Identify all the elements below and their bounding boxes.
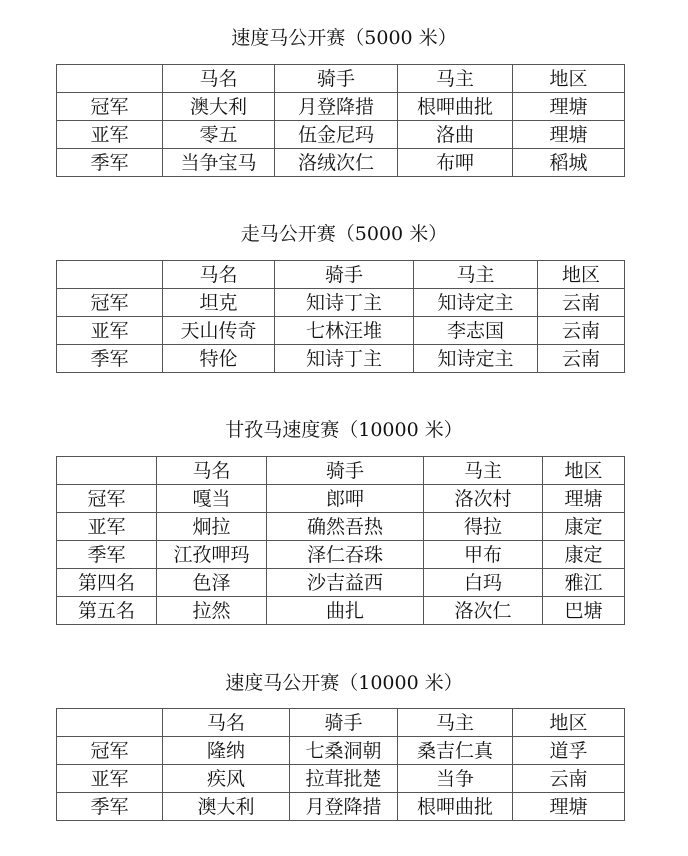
rank-cell: 冠军 [57, 289, 163, 317]
region-cell: 云南 [513, 765, 625, 793]
owner-cell: 知诗定主 [414, 289, 538, 317]
table-row [57, 485, 625, 513]
table-row [57, 345, 625, 373]
table-header-row [57, 457, 625, 485]
rider-cell: 月登降措 [275, 93, 398, 121]
owner-cell: 根呷曲批 [398, 793, 513, 821]
header-cell-rider: 骑手 [275, 65, 398, 93]
rider-cell: 拉茸批楚 [290, 765, 398, 793]
owner-cell: 当争 [398, 765, 513, 793]
header-cell-owner: 马主 [398, 65, 513, 93]
owner-cell: 桑吉仁真 [398, 737, 513, 765]
header-cell-horse: 马名 [157, 457, 267, 485]
horse-cell: 零五 [163, 121, 275, 149]
region-cell: 雅江 [543, 569, 625, 597]
region-cell: 理塘 [513, 93, 625, 121]
table-row [57, 513, 625, 541]
region-cell: 云南 [538, 345, 625, 373]
rank-cell: 季军 [57, 541, 157, 569]
owner-cell: 根呷曲批 [398, 93, 513, 121]
header-cell-region: 地区 [513, 709, 625, 737]
region-cell: 理塘 [513, 121, 625, 149]
rank-cell: 亚军 [57, 121, 163, 149]
rank-cell: 季军 [57, 149, 163, 177]
horse-cell: 疾风 [163, 765, 290, 793]
table-row [57, 541, 625, 569]
horse-cell: 嘎当 [157, 485, 267, 513]
table-row [57, 737, 625, 765]
rank-cell: 冠军 [57, 485, 157, 513]
header-cell-region: 地区 [543, 457, 625, 485]
region-cell: 理塘 [543, 485, 625, 513]
horse-cell: 当争宝马 [163, 149, 275, 177]
rank-cell: 冠军 [57, 93, 163, 121]
region-cell: 云南 [538, 317, 625, 345]
table-row [57, 121, 625, 149]
table-row [57, 569, 625, 597]
header-cell-horse: 马名 [163, 65, 275, 93]
rider-cell: 月登降措 [290, 793, 398, 821]
results-table [56, 708, 625, 821]
header-cell-region: 地区 [513, 65, 625, 93]
rider-cell: 七桑洞朝 [290, 737, 398, 765]
region-cell: 道孚 [513, 737, 625, 765]
results-table [56, 260, 625, 373]
owner-cell: 布呷 [398, 149, 513, 177]
rider-cell: 曲扎 [267, 597, 424, 625]
section-title: 走马公开赛（5000 米） [240, 223, 448, 245]
table-row [57, 289, 625, 317]
table-row [57, 597, 625, 625]
owner-cell: 李志国 [414, 317, 538, 345]
rider-cell: 知诗丁主 [275, 345, 414, 373]
rider-cell: 沙吉益西 [267, 569, 424, 597]
section-title: 速度马公开赛（5000 米） [231, 27, 457, 49]
header-cell-owner: 马主 [424, 457, 543, 485]
region-cell: 康定 [543, 541, 625, 569]
rank-cell: 季军 [57, 793, 163, 821]
header-cell-owner: 马主 [398, 709, 513, 737]
header-cell-rank [57, 457, 157, 485]
owner-cell: 甲布 [424, 541, 543, 569]
owner-cell: 白玛 [424, 569, 543, 597]
results-table [56, 456, 625, 625]
header-cell-rank [57, 261, 163, 289]
header-cell-rider: 骑手 [267, 457, 424, 485]
header-cell-owner: 马主 [414, 261, 538, 289]
header-cell-horse: 马名 [163, 709, 290, 737]
results-table [56, 64, 625, 177]
rank-cell: 第四名 [57, 569, 157, 597]
rank-cell: 亚军 [57, 765, 163, 793]
rank-cell: 第五名 [57, 597, 157, 625]
horse-cell: 坦克 [163, 289, 275, 317]
horse-cell: 隆纳 [163, 737, 290, 765]
owner-cell: 洛次村 [424, 485, 543, 513]
header-cell-rank [57, 65, 163, 93]
horse-cell: 澳大利 [163, 793, 290, 821]
owner-cell: 知诗定主 [414, 345, 538, 373]
region-cell: 稻城 [513, 149, 625, 177]
table-header-row [57, 65, 625, 93]
table-row [57, 765, 625, 793]
rider-cell: 郎呷 [267, 485, 424, 513]
region-cell: 云南 [538, 289, 625, 317]
horse-cell: 拉然 [157, 597, 267, 625]
region-cell: 巴塘 [543, 597, 625, 625]
table-row [57, 93, 625, 121]
rank-cell: 亚军 [57, 317, 163, 345]
owner-cell: 洛曲 [398, 121, 513, 149]
rider-cell: 确然吾热 [267, 513, 424, 541]
rider-cell: 七林汪堆 [275, 317, 414, 345]
table-header-row [57, 709, 625, 737]
horse-cell: 澳大利 [163, 93, 275, 121]
rider-cell: 洛绒次仁 [275, 149, 398, 177]
rank-cell: 冠军 [57, 737, 163, 765]
horse-cell: 天山传奇 [163, 317, 275, 345]
owner-cell: 洛次仁 [424, 597, 543, 625]
rider-cell: 伍金尼玛 [275, 121, 398, 149]
header-cell-rank [57, 709, 163, 737]
table-row [57, 793, 625, 821]
rider-cell: 知诗丁主 [275, 289, 414, 317]
table-row [57, 317, 625, 345]
horse-cell: 色泽 [157, 569, 267, 597]
table-row [57, 149, 625, 177]
rank-cell: 亚军 [57, 513, 157, 541]
header-cell-rider: 骑手 [290, 709, 398, 737]
section-title: 甘孜马速度赛（10000 米） [225, 419, 463, 441]
region-cell: 理塘 [513, 793, 625, 821]
section-title: 速度马公开赛（10000 米） [225, 672, 463, 694]
horse-cell: 炯拉 [157, 513, 267, 541]
horse-cell: 特伦 [163, 345, 275, 373]
table-header-row [57, 261, 625, 289]
horse-cell: 江孜呷玛 [157, 541, 267, 569]
rider-cell: 泽仁吞珠 [267, 541, 424, 569]
region-cell: 康定 [543, 513, 625, 541]
owner-cell: 得拉 [424, 513, 543, 541]
header-cell-horse: 马名 [163, 261, 275, 289]
header-cell-rider: 骑手 [275, 261, 414, 289]
header-cell-region: 地区 [538, 261, 625, 289]
rank-cell: 季军 [57, 345, 163, 373]
